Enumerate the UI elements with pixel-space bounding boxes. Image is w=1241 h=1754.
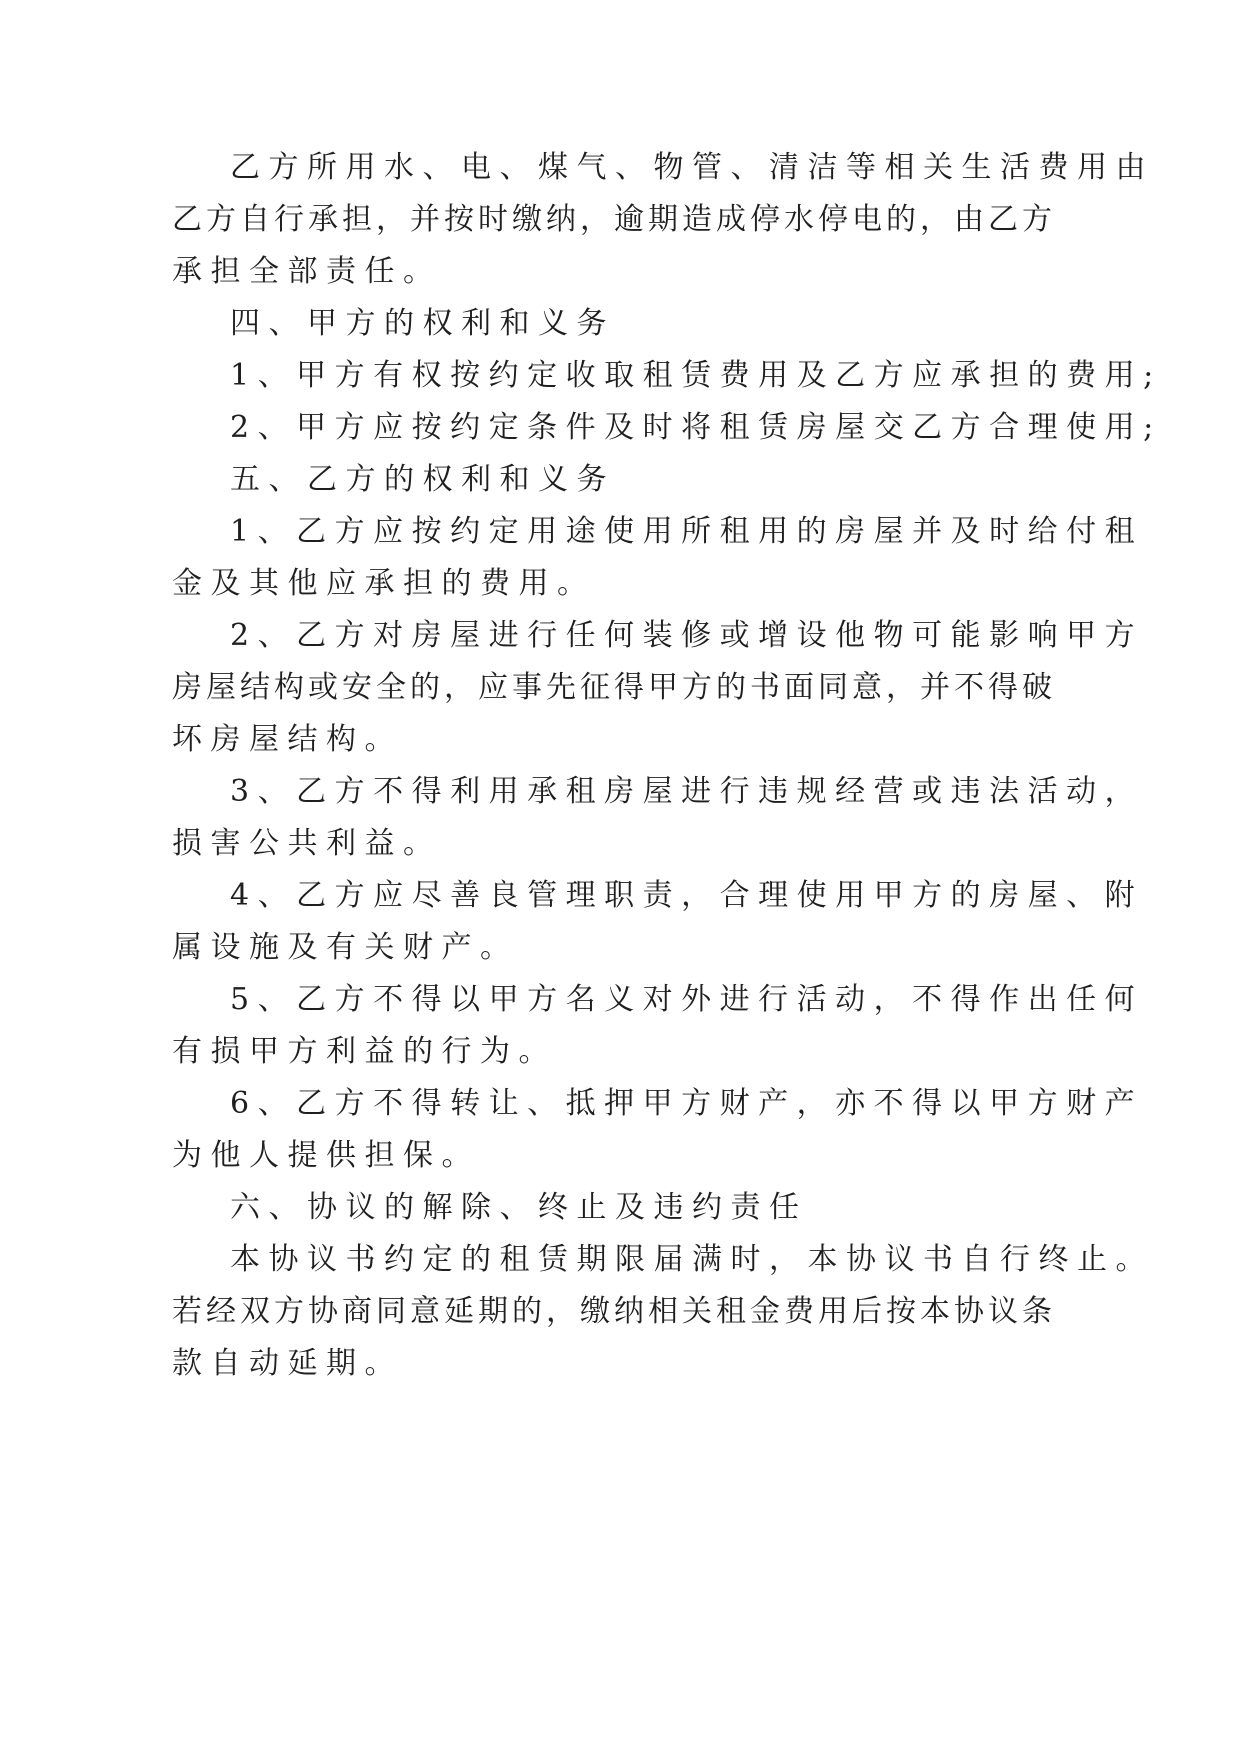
text-line: 1、甲方有权按约定收取租赁费用及乙方应承担的费用; — [230, 358, 1162, 393]
text-line: 坏房屋结构。 — [172, 722, 403, 757]
text-line: 3、乙方不得利用承租房屋进行违规经营或违法活动， — [230, 774, 1144, 809]
text-line: 损害公共利益。 — [172, 826, 442, 861]
text-line: 6、乙方不得转让、抵押甲方财产，亦不得以甲方财产 — [230, 1086, 1144, 1121]
text-line: 本协议书约定的租赁期限届满时，本协议书自行终止。 — [230, 1242, 1154, 1277]
text-line: 金及其他应承担的费用。 — [172, 566, 596, 601]
text-line: 乙方自行承担，并按时缴纳，逾期造成停水停电的，由乙方 — [172, 202, 1056, 237]
text-line: 款自动延期。 — [172, 1346, 403, 1381]
text-line: 有损甲方利益的行为。 — [172, 1034, 557, 1069]
text-line: 若经双方协商同意延期的，缴纳相关租金费用后按本协议条 — [172, 1294, 1056, 1329]
section-heading: 四、甲方的权利和义务 — [230, 306, 615, 341]
text-line: 承担全部责任。 — [172, 254, 442, 289]
text-line: 2、甲方应按约定条件及时将租赁房屋交乙方合理使用; — [230, 410, 1162, 445]
section-heading: 六、协议的解除、终止及违约责任 — [230, 1190, 808, 1225]
text-line: 5、乙方不得以甲方名义对外进行活动，不得作出任何 — [230, 982, 1144, 1017]
text-line: 4、乙方应尽善良管理职责，合理使用甲方的房屋、附 — [230, 878, 1144, 913]
text-line: 为他人提供担保。 — [172, 1138, 480, 1173]
text-line: 属设施及有关财产。 — [172, 930, 519, 965]
text-line: 1、乙方应按约定用途使用所租用的房屋并及时给付租 — [230, 514, 1144, 549]
text-line: 房屋结构或安全的，应事先征得甲方的书面同意，并不得破 — [172, 670, 1056, 705]
text-line: 2、乙方对房屋进行任何装修或增设他物可能影响甲方 — [230, 618, 1144, 653]
text-line: 乙方所用水、电、煤气、物管、清洁等相关生活费用由 — [230, 150, 1154, 185]
section-heading: 五、乙方的权利和义务 — [230, 462, 615, 497]
